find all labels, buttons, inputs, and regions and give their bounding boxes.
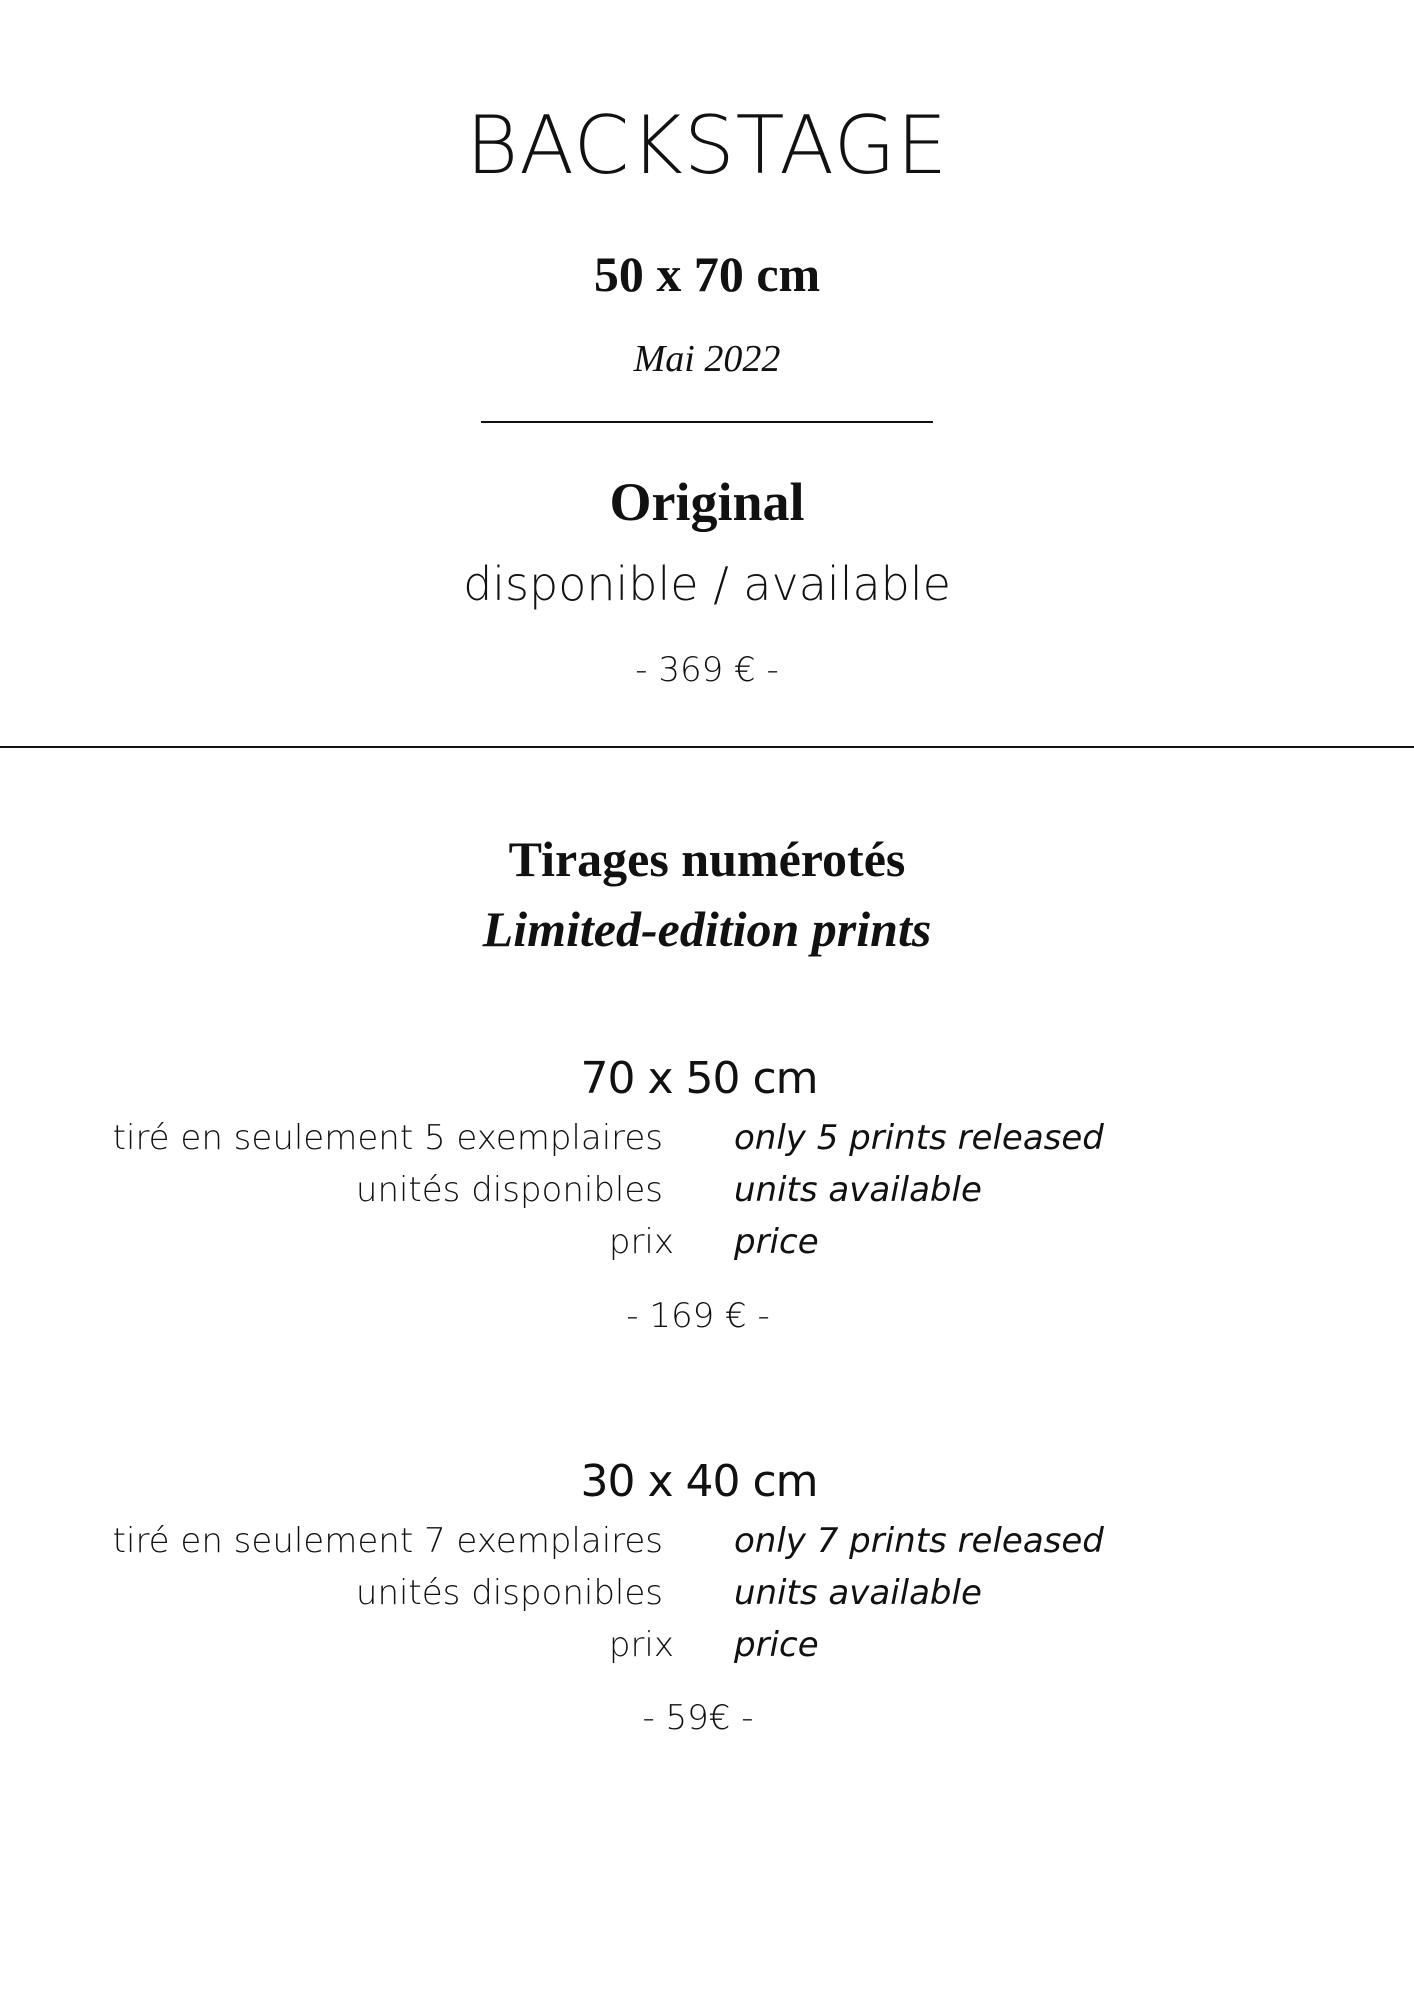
format-size: 70 x 50 cm — [580, 1053, 818, 1104]
prints-heading: Tirages numérotés — [508, 831, 906, 887]
edition-text-en: only 7 prints released — [734, 1521, 1104, 1561]
original-heading: Original — [609, 472, 805, 532]
price-label-en: price — [734, 1625, 819, 1665]
original-price: - 369 € - — [635, 650, 779, 690]
units-label-en: units available — [734, 1573, 982, 1613]
format-price: - 59€ - — [642, 1698, 754, 1738]
edition-text-en: only 5 prints released — [734, 1118, 1104, 1158]
format-size: 30 x 40 cm — [580, 1456, 818, 1507]
units-label-en: units available — [734, 1170, 982, 1210]
creation-date: Mai 2022 — [633, 338, 781, 380]
original-dimensions: 50 x 70 cm — [593, 246, 821, 302]
section-divider — [0, 746, 1414, 748]
header-divider — [481, 421, 933, 423]
page-title: BACKSTAGE — [465, 99, 949, 192]
format-price: - 169 € - — [626, 1296, 770, 1336]
units-label-fr: unités disponibles — [355, 1170, 663, 1210]
units-label-fr: unités disponibles — [355, 1573, 663, 1613]
prints-subheading: Limited-edition prints — [482, 901, 932, 957]
edition-text-fr: tiré en seulement 5 exemplaires — [112, 1118, 663, 1158]
price-label-fr: prix — [608, 1625, 674, 1665]
original-availability: disponible / available — [463, 557, 951, 611]
edition-text-fr: tiré en seulement 7 exemplaires — [112, 1521, 663, 1561]
price-label-en: price — [734, 1222, 819, 1262]
price-label-fr: prix — [608, 1222, 674, 1262]
